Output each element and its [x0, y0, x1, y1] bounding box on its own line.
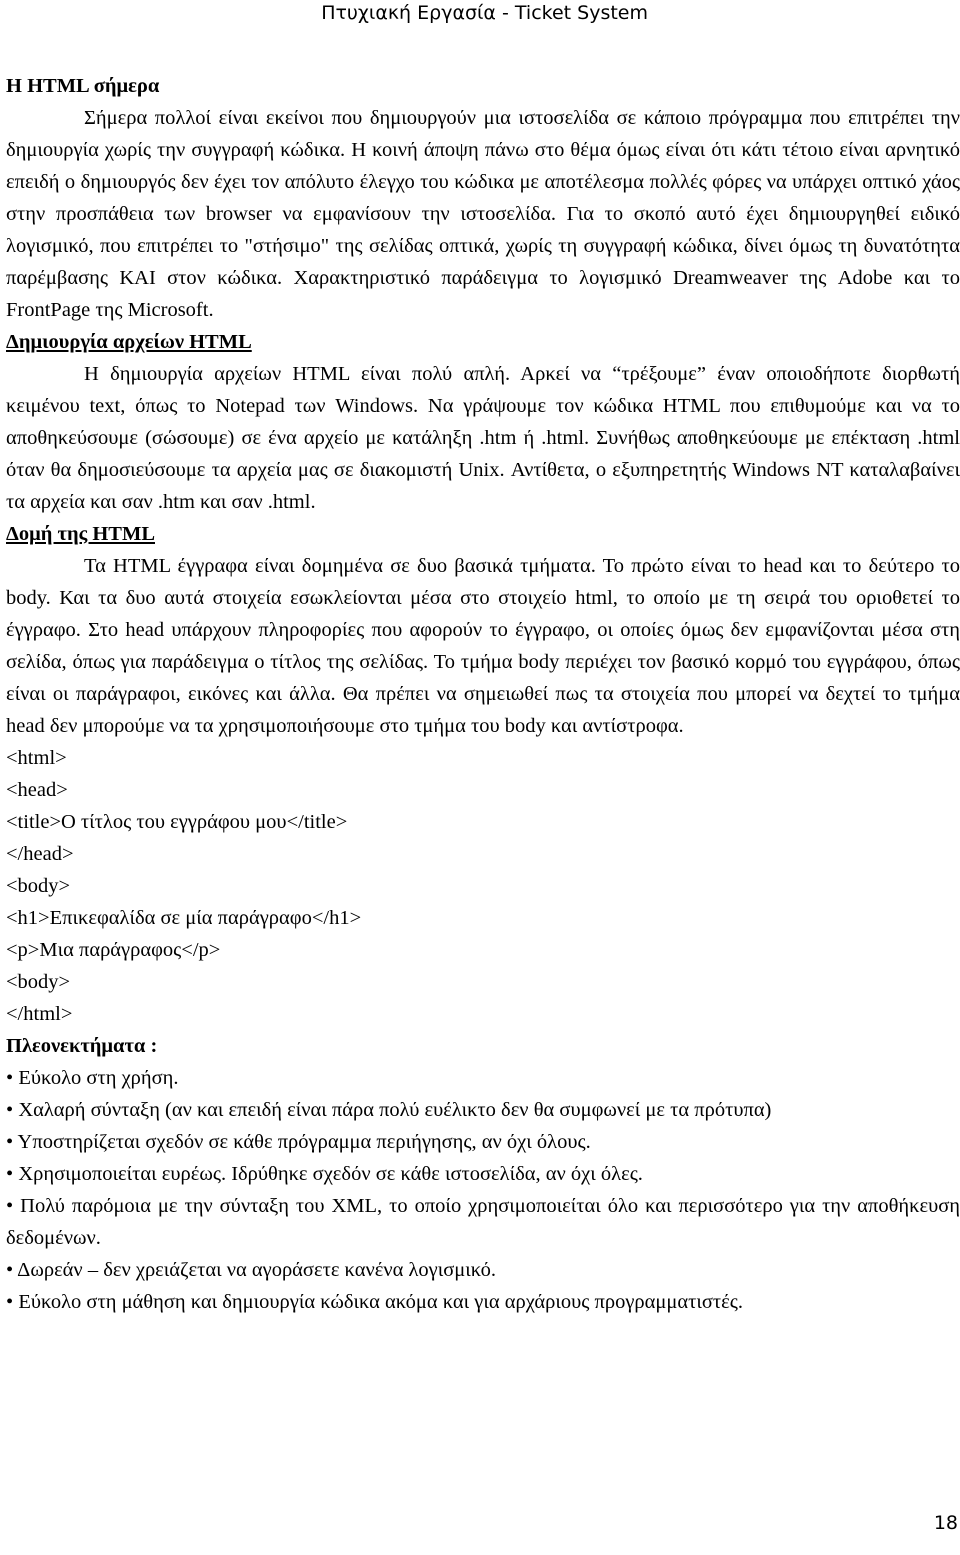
page-number: 18	[933, 1512, 958, 1534]
code-line: <body>	[6, 971, 71, 993]
document-body	[6, 70, 960, 1318]
list-item: • Χρησιμοποιείται ευρέως. Ιδρύθηκε σχεδόν σε κάθε ιστοσελίδα, αν όχι όλες.	[6, 1158, 960, 1190]
section-paragraph: Τα HTML έγγραφα είναι δομημένα σε δυο βασικά τμήματα. Το πρώτο είναι το head και το δεύτερο το body. Και τα δυο αυτά στοιχεία εσωκλείονται μέσα στο στοιχείο html, το οποίο με τη σειρά του οριοθετεί το έγγραφο. Στο head υπάρχουν πληροφορίες που αφορούν το έγγραφο, οι οποίες όμως δεν εμφανίζονται μέσα στη σελίδα, όπως για παράδειγμα ο τίτλος της σελίδας. Το τμήμα body περιέχει τον βασικό κορμό του εγγράφου, όπως είναι οι παράγραφοι, εικόνες και άλλα. Θα πρέπει να σημειωθεί πως τα στοιχεία που μπορεί να δεχτεί το τμήμα head δεν μπορούμε να τα χρησιμοποιήσουμε στο τμήμα του body και αντίστροφα.	[6, 555, 960, 737]
code-line: <title>Ο τίτλος του εγγράφου μου</title>	[6, 811, 348, 833]
code-line: </html>	[6, 1003, 73, 1025]
list-item: • Εύκολο στη χρήση.	[6, 1062, 960, 1094]
header-title: Πτυχιακή Εργασία - Ticket System	[321, 2, 648, 24]
list-item: • Υποστηρίζεται σχεδόν σε κάθε πρόγραμμα περιήγησης, αν όχι όλους.	[6, 1126, 960, 1158]
section-heading: Δομή της HTML	[6, 523, 155, 545]
list-item: • Χαλαρή σύνταξη (αν και επειδή είναι πάρα πολύ ευέλικτο δεν θα συμφωνεί με τα πρότυπα)	[6, 1094, 960, 1126]
code-example	[6, 742, 960, 1030]
section-heading: Δημιουργία αρχείων HTML	[6, 331, 252, 353]
section-paragraph: Η δημιουργία αρχείων HTML είναι πολύ απλή. Αρκεί να “τρέξουμε” έναν οποιοδήποτε διορθωτή κειμένου text, όπως το Notepad των Windows. Να γράψουμε τον κώδικα HTML που επιθυμούμε και να το αποθηκεύσουμε (σώσουμε) σε ένα αρχείο με κατάληξη .htm ή .html. Συνήθως αποθηκεύουμε με επέκταση .html όταν θα δημοσιεύσουμε τα αρχεία μας σε διακομιστή Unix. Αντίθετα, ο εξυπηρετητής Windows NT καταλαβαίνει τα αρχεία και σαν .htm και σαν .html.	[6, 363, 960, 513]
advantages-list	[6, 1062, 960, 1318]
code-line: <head>	[6, 779, 68, 801]
list-item: • Πολύ παρόμοια με την σύνταξη του XML, το οποίο χρησιμοποιείται όλο και περισσότερο για την αποθήκευση δεδομένων.	[6, 1190, 960, 1254]
advantages-heading: Πλεονεκτήματα :	[6, 1035, 158, 1057]
code-line: <body>	[6, 875, 71, 897]
section-heading: Η HTML σήμερα	[6, 75, 160, 97]
list-item: • Δωρεάν – δεν χρειάζεται να αγοράσετε κανένα λογισμικό.	[6, 1254, 960, 1286]
code-line: </head>	[6, 843, 74, 865]
page-header	[0, 0, 960, 28]
list-item: • Εύκολο στη μάθηση και δημιουργία κώδικα ακόμα και για αρχάριους προγραμματιστές.	[6, 1286, 960, 1318]
code-line: <p>Μια παράγραφος</p>	[6, 939, 221, 961]
section-paragraph: Σήμερα πολλοί είναι εκείνοι που δημιουργούν μια ιστοσελίδα σε κάποιο πρόγραμμα που επιτρέπει την δημιουργία χωρίς την συγγραφή κώδικα. Η κοινή άποψη πάνω στο θέμα όμως είναι ότι κάτι τέτοιο είναι αρνητικό επειδή ο δημιουργός δεν έχει τον απόλυτο έλεγχο του κώδικα με αποτέλεσμα πολλές φόρες να υπάρχει οπτικό χάος στην προσπάθεια των browser να εμφανίσουν την ιστοσελίδα. Για το σκοπό αυτό έχει δημιουργηθεί ειδικό λογισμικό, που επιτρέπει το "στήσιμο" της σελίδας οπτικά, χωρίς τη συγγραφή κώδικα, δίνει όμως τη δυνατότητα παρέμβασης ΚΑΙ στον κώδικα. Χαρακτηριστικό παράδειγμα το λογισμικό Dreamweaver της Adobe και το FrontPage της Microsoft.	[6, 107, 960, 321]
code-line: <html>	[6, 747, 67, 769]
code-line: <h1>Επικεφαλίδα σε μία παράγραφο</h1>	[6, 907, 362, 929]
